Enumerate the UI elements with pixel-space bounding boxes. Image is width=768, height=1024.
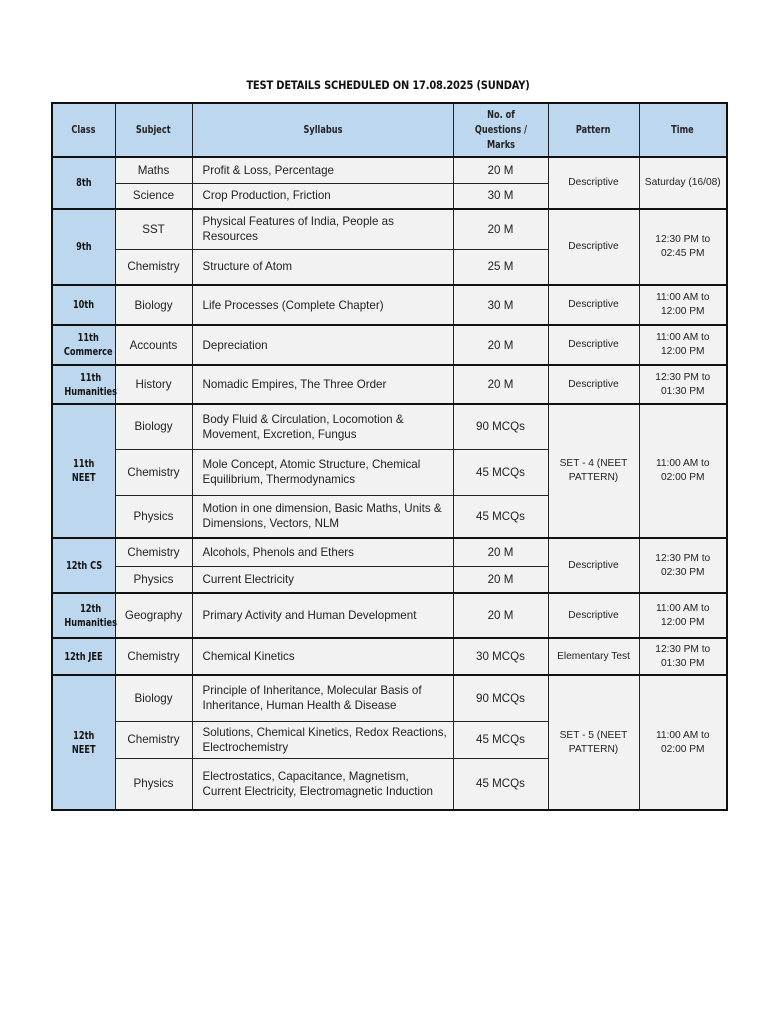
header-syllabus: Syllabus [192, 103, 453, 157]
marks-cell: 30 MCQs [453, 638, 548, 675]
pattern-cell: Descriptive [548, 209, 639, 285]
table-row [52, 365, 727, 404]
syllabus-cell: Physical Features of India, People as Resources [192, 209, 453, 249]
class-label: 11th Humanities [64, 371, 117, 398]
subject-cell: SST [115, 209, 192, 249]
class-label: 8th [76, 177, 92, 189]
syllabus-cell: Current Electricity [192, 566, 453, 593]
syllabus-cell: Mole Concept, Atomic Structure, Chemical Equilibrium, Thermodynamics [192, 449, 453, 495]
syllabus-cell: Crop Production, Friction [192, 183, 453, 209]
subject-cell: Physics [115, 758, 192, 810]
header-marks: No. of Questions / Marks [453, 103, 548, 157]
syllabus-cell: Life Processes (Complete Chapter) [192, 285, 453, 325]
time-cell: 11:00 AM to 12:00 PM [639, 593, 727, 638]
time-cell: 11:00 AM to 02:00 PM [639, 404, 727, 538]
time-cell: 11:00 AM to 12:00 PM [639, 285, 727, 325]
syllabus-cell: Electrostatics, Capacitance, Magnetism, Current Electricity, Electromagnetic Induction [192, 758, 453, 810]
time-cell: 12:30 PM to 02:45 PM [639, 209, 727, 285]
marks-cell: 25 M [453, 249, 548, 285]
syllabus-cell: Primary Activity and Human Development [192, 593, 453, 638]
marks-cell: 45 MCQs [453, 758, 548, 810]
pattern-cell: Descriptive [548, 593, 639, 638]
marks-cell: 45 MCQs [453, 449, 548, 495]
marks-cell: 20 M [453, 209, 548, 249]
header-time: Time [639, 103, 727, 157]
marks-cell: 90 MCQs [453, 675, 548, 721]
marks-cell: 20 M [453, 566, 548, 593]
class-cell [52, 365, 115, 404]
pattern-cell: SET - 5 (NEET PATTERN) [548, 675, 639, 810]
header-pattern: Pattern [548, 103, 639, 157]
class-label: 12th CS [65, 559, 102, 572]
page-title: TEST DETAILS SCHEDULED ON 17.08.2025 (SUNDAY) [246, 78, 530, 92]
class-label: 11th NEET [71, 458, 96, 484]
time-cell: Saturday (16/08) [639, 157, 727, 209]
time-cell: 12:30 PM to 01:30 PM [639, 638, 727, 675]
class-label: 10th [73, 299, 95, 311]
marks-cell: 20 M [453, 593, 548, 638]
subject-cell: Maths [115, 157, 192, 183]
subject-cell: Physics [115, 495, 192, 538]
subject-cell: Science [115, 183, 192, 209]
class-cell [52, 538, 115, 593]
table-row [52, 675, 727, 721]
marks-cell: 20 M [453, 538, 548, 566]
class-cell [52, 593, 115, 638]
pattern-cell: Descriptive [548, 157, 639, 209]
marks-cell: 45 MCQs [453, 721, 548, 758]
marks-cell: 30 M [453, 285, 548, 325]
subject-cell: Geography [115, 593, 192, 638]
class-cell [52, 285, 115, 325]
marks-cell: 20 M [453, 157, 548, 183]
table-row [52, 325, 727, 365]
subject-cell: Chemistry [115, 721, 192, 758]
syllabus-cell: Solutions, Chemical Kinetics, Redox Reactions, Electrochemistry [192, 721, 453, 758]
syllabus-cell: Depreciation [192, 325, 453, 365]
syllabus-cell: Principle of Inheritance, Molecular Basis of Inheritance, Human Health & Disease [192, 675, 453, 721]
pattern-cell: SET - 4 (NEET PATTERN) [548, 404, 639, 538]
marks-cell: 20 M [453, 365, 548, 404]
marks-cell: 90 MCQs [453, 404, 548, 449]
header-class: Class [52, 103, 115, 157]
time-cell: 11:00 AM to 02:00 PM [639, 675, 727, 810]
time-cell: 12:30 PM to 02:30 PM [639, 538, 727, 593]
class-label: 12th Humanities [64, 602, 117, 629]
class-cell [52, 325, 115, 365]
pattern-cell: Elementary Test [548, 638, 639, 675]
syllabus-cell: Structure of Atom [192, 249, 453, 285]
syllabus-cell: Motion in one dimension, Basic Maths, Units & Dimensions, Vectors, NLM [192, 495, 453, 538]
syllabus-cell: Profit & Loss, Percentage [192, 157, 453, 183]
pattern-cell: Descriptive [548, 285, 639, 325]
class-cell [52, 638, 115, 675]
class-cell [52, 675, 115, 810]
table-header-row [52, 103, 727, 157]
table-row [52, 209, 727, 249]
time-cell: 12:30 PM to 01:30 PM [639, 365, 727, 404]
table-row [52, 285, 727, 325]
marks-cell: 20 M [453, 325, 548, 365]
class-label: 11th Commerce [63, 332, 113, 358]
class-cell [52, 157, 115, 209]
class-cell [52, 404, 115, 538]
test-schedule-table [51, 102, 728, 811]
subject-cell: Biology [115, 675, 192, 721]
pattern-cell: Descriptive [548, 325, 639, 365]
syllabus-cell: Chemical Kinetics [192, 638, 453, 675]
marks-cell: 30 M [453, 183, 548, 209]
pattern-cell: Descriptive [548, 365, 639, 404]
subject-cell: Chemistry [115, 249, 192, 285]
class-label: 12th JEE [64, 650, 103, 663]
subject-cell: Chemistry [115, 638, 192, 675]
marks-cell: 45 MCQs [453, 495, 548, 538]
class-label: 12th NEET [71, 729, 96, 756]
syllabus-cell: Alcohols, Phenols and Ethers [192, 538, 453, 566]
table-row [52, 538, 727, 566]
class-label: 9th [76, 241, 92, 253]
subject-cell: Chemistry [115, 449, 192, 495]
time-cell: 11:00 AM to 12:00 PM [639, 325, 727, 365]
header-subject: Subject [115, 103, 192, 157]
subject-cell: Accounts [115, 325, 192, 365]
pattern-cell: Descriptive [548, 538, 639, 593]
subject-cell: History [115, 365, 192, 404]
table-row [52, 404, 727, 449]
table-body [52, 157, 727, 810]
syllabus-cell: Body Fluid & Circulation, Locomotion & Movement, Excretion, Fungus [192, 404, 453, 449]
subject-cell: Physics [115, 566, 192, 593]
table-row [52, 593, 727, 638]
subject-cell: Chemistry [115, 538, 192, 566]
table-row [52, 157, 727, 183]
class-cell [52, 209, 115, 285]
subject-cell: Biology [115, 404, 192, 449]
syllabus-cell: Nomadic Empires, The Three Order [192, 365, 453, 404]
subject-cell: Biology [115, 285, 192, 325]
table-row [52, 638, 727, 675]
